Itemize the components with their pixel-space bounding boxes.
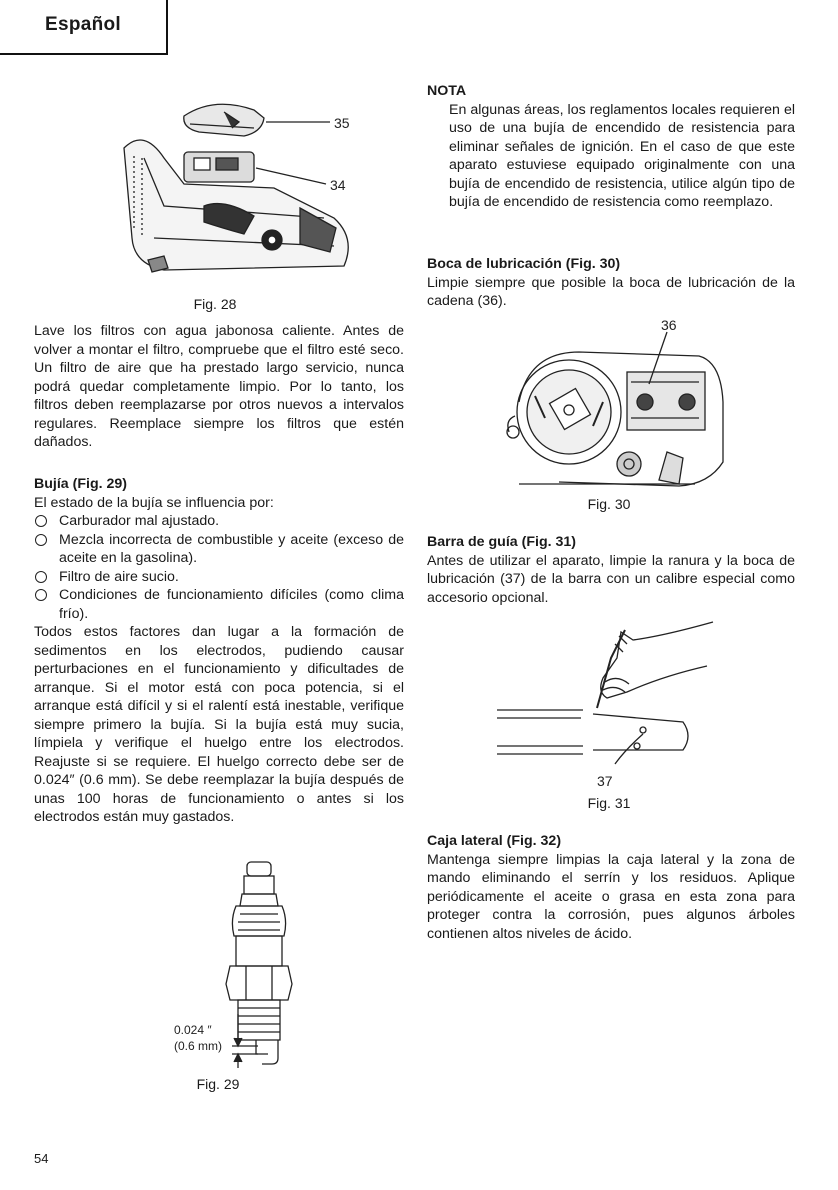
spark-plug-heading: Bujía (Fig. 29): [34, 476, 128, 492]
spark-plug-intro: El estado de la bujía se influencia por:: [34, 494, 274, 511]
note-title: NOTA: [427, 83, 467, 99]
side-case-text: Mantenga siempre limpias la caja lateral y la zona de mando eliminando el serrín y los residuos. Aplique periódicamente el aceite o grasa en esta zona para proteger contra la corrosión, pues algunos árboles contienen altos niveles de ácido.: [427, 851, 795, 942]
lubrication-text: Limpie siempre que posible la boca de lubricación de la cadena (36).: [427, 274, 795, 309]
side-case-section: [427, 832, 795, 943]
circle-bullet-icon: [35, 534, 47, 546]
side-case-heading: Caja lateral (Fig. 32): [427, 833, 562, 849]
spark-plug-causes-list: [34, 512, 404, 623]
language-label: Español: [45, 14, 122, 35]
spark-plug-body: Todos estos factores dan lugar a la formación de sedimentos en los electrodos, pudiendo causar perturbaciones en el funcionamiento y dificultades de arranque. Si el motor está con poca potencia, si el arranque está difícil y si el ralentí está inestable, verifique siempre primero la bujía. Si la bujía está muy sucia, límpiela y verifique el huelgo entre los electrodos. Reajuste si se requiere. El huelgo correcto debe ser de 0.024″ (0.6 mm). Se debe reemplazar la bujía después de unas 100 horas de funcionamiento o antes si los electrodos están muy gastados.: [34, 624, 404, 825]
fig29-gap-inches: 0.024 ″: [174, 1023, 212, 1037]
page-number: 54: [34, 1151, 49, 1166]
note-text: En algunas áreas, los reglamentos locales requieren el uso de una bujía de encendido de resistencia para eliminar señales de ignición. En el caso de que este aparato estuviese equipado originalmente con una bujía de encendido de resistencia, utilice algún tipo de bujía de encendido de resistencia como reemplazo.: [449, 101, 795, 210]
circle-bullet-icon: [35, 571, 47, 583]
fig30-callout-36: 36: [661, 317, 677, 333]
note-section: [427, 82, 795, 212]
fig29-gap-mm: (0.6 mm): [174, 1039, 222, 1053]
lubrication-section: [427, 255, 795, 311]
fig28-caption: Fig. 28: [193, 296, 237, 312]
fig31-illustration: [493, 618, 723, 788]
fig29-spark-plug-diagram: [134, 858, 324, 1068]
fig30-illustration: [499, 312, 729, 492]
list-item: Carburador mal ajustado.: [34, 512, 404, 531]
fig28-callout-34: 34: [330, 177, 346, 193]
fig29-caption: Fig. 29: [196, 1076, 240, 1092]
guide-bar-heading: Barra de guía (Fig. 31): [427, 534, 577, 550]
list-item: Filtro de aire sucio.: [34, 568, 404, 587]
fig28-illustration: [104, 88, 364, 288]
language-tab: [0, 0, 168, 55]
lubrication-heading: Boca de lubricación (Fig. 30): [427, 256, 621, 272]
fig30-caption: Fig. 30: [587, 496, 631, 512]
fig31-callout-37: 37: [597, 773, 613, 788]
filters-section: [34, 322, 404, 452]
circle-bullet-icon: [35, 589, 47, 601]
guide-bar-text: Antes de utilizar el aparato, limpie la ranura y la boca de lubricación (37) de la barra con un calibre especial como accesorio opcional.: [427, 552, 795, 606]
list-item: Mezcla incorrecta de combustible y aceite (exceso de aceite en la gasolina).: [34, 531, 404, 568]
filters-paragraph: Lave los filtros con agua jabonosa caliente. Antes de volver a montar el filtro, compruebe que el filtro esté seco. Un filtro de aire que ha prestado largo servicio, nunca podrá quedar completamente limpio. Por lo tanto, los filtros deben reemplazarse por otros nuevos a intervalos regulares. Reemplace siempre los filtros que estén dañados.: [34, 323, 404, 450]
fig31-caption: Fig. 31: [587, 795, 631, 811]
list-item: Condiciones de funcionamiento difíciles (como clima frío).: [34, 586, 404, 623]
spark-plug-section: [34, 475, 404, 827]
circle-bullet-icon: [35, 515, 47, 527]
fig28-callout-35: 35: [334, 115, 350, 131]
guide-bar-section: [427, 533, 795, 607]
